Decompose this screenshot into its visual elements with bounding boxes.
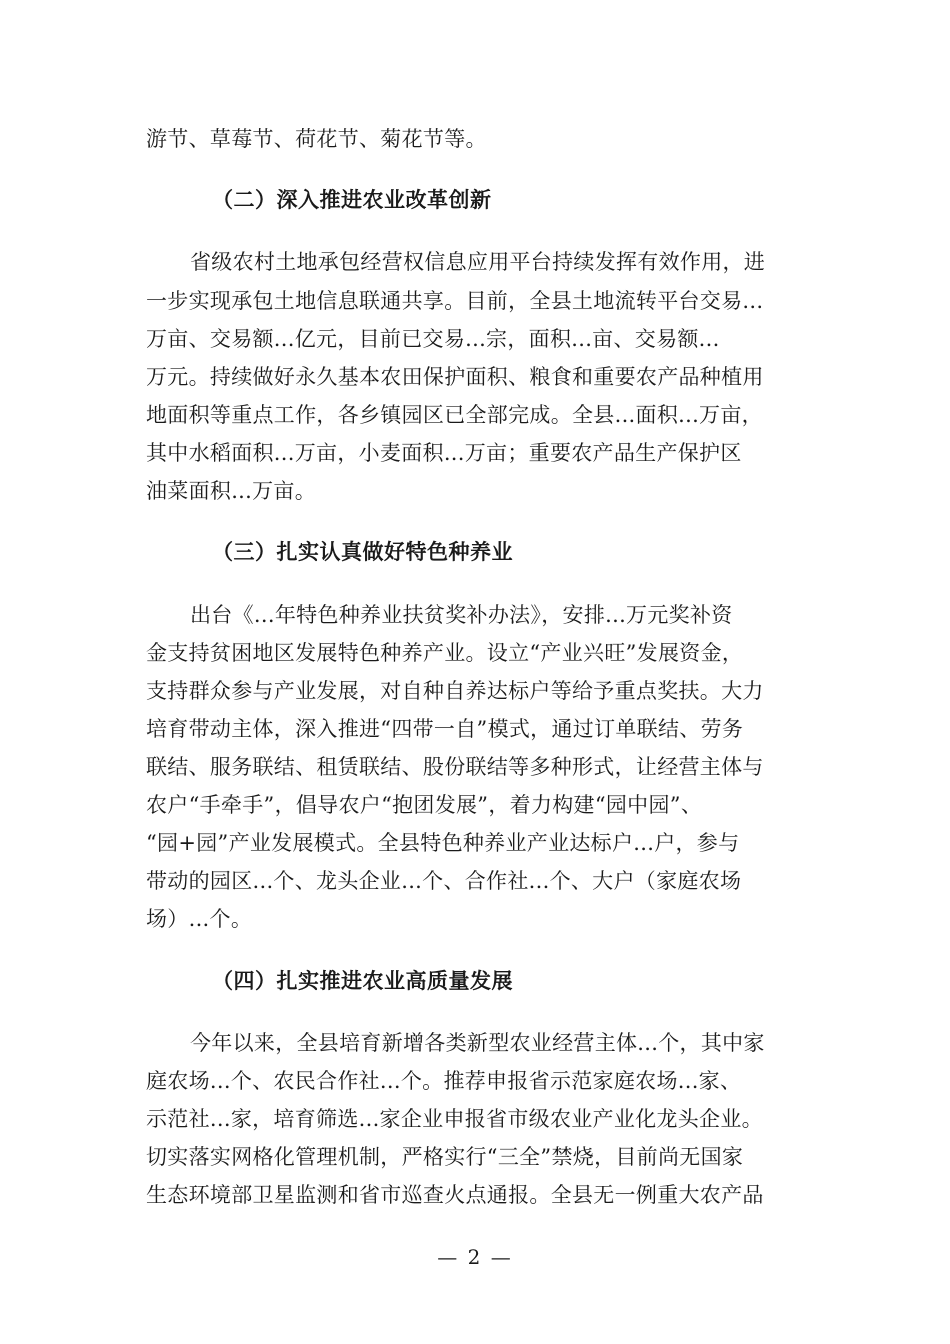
paragraph-line: 带动的园区...个、龙头企业...个、合作社...个、大户（家庭农场 bbox=[146, 869, 742, 893]
page-number: — 2 — bbox=[437, 1245, 513, 1269]
paragraph-line: 万元。持续做好永久基本农田保护面积、粮食和重要农产品种植用 bbox=[146, 365, 764, 389]
paragraph-line: 油菜面积...万亩。 bbox=[146, 479, 317, 503]
paragraph-line: “园+园”产业发展模式。全县特色种养业产业达标户...户，参与 bbox=[146, 831, 740, 855]
paragraph-line: 支持群众参与产业发展，对自种自养达标户等给予重点奖扶。大力 bbox=[146, 679, 764, 703]
paragraph-line: 省级农村土地承包经营权信息应用平台持续发挥有效作用，进 bbox=[190, 250, 766, 274]
section-heading-3: （三）扎实认真做好特色种养业 bbox=[212, 539, 513, 564]
paragraph-line: 农户“手牵手”，倡导农户“抱团发展”，着力构建“园中园”、 bbox=[146, 793, 703, 817]
paragraph-line: 万亩、交易额...亿元，目前已交易...宗，面积...亩、交易额... bbox=[146, 327, 720, 351]
paragraph-line: 今年以来，全县培育新增各类新型农业经营主体...个，其中家 bbox=[190, 1031, 765, 1055]
paragraph-line: 切实落实网格化管理机制，严格实行“三全”禁烧，目前尚无国家 bbox=[146, 1145, 744, 1169]
paragraph-line: 游节、草莓节、荷花节、菊花节等。 bbox=[146, 127, 487, 151]
paragraph-line: 一步实现承包土地信息联通共享。目前，全县土地流转平台交易... bbox=[146, 289, 764, 313]
paragraph-line: 金支持贫困地区发展特色种养产业。设立“产业兴旺”发展资金， bbox=[146, 641, 744, 665]
section-heading-4: （四）扎实推进农业高质量发展 bbox=[212, 968, 513, 993]
paragraph-line: 其中水稻面积...万亩，小麦面积...万亩；重要农产品生产保护区 bbox=[146, 441, 742, 465]
paragraph-line: 场）...个。 bbox=[146, 907, 253, 931]
paragraph-line: 示范社...家，培育筛选...家企业申报省市级农业产业化龙头企业。 bbox=[146, 1107, 763, 1131]
paragraph-line: 出台《...年特色种养业扶贫奖补办法》，安排...万元奖补资 bbox=[190, 603, 733, 627]
section-heading-2: （二）深入推进农业改革创新 bbox=[212, 187, 492, 212]
paragraph-line: 生态环境部卫星监测和省市巡查火点通报。全县无一例重大农产品 bbox=[146, 1183, 764, 1207]
paragraph-line: 庭农场...个、农民合作社...个。推荐申报省示范家庭农场...家、 bbox=[146, 1069, 742, 1093]
paragraph-line: 培育带动主体，深入推进“四带一自”模式，通过订单联结、劳务 bbox=[146, 717, 744, 741]
paragraph-line: 地面积等重点工作，各乡镇园区已全部完成。全县...面积...万亩， bbox=[146, 403, 763, 427]
paragraph-line: 联结、服务联结、租赁联结、股份联结等多种形式，让经营主体与 bbox=[146, 755, 764, 779]
